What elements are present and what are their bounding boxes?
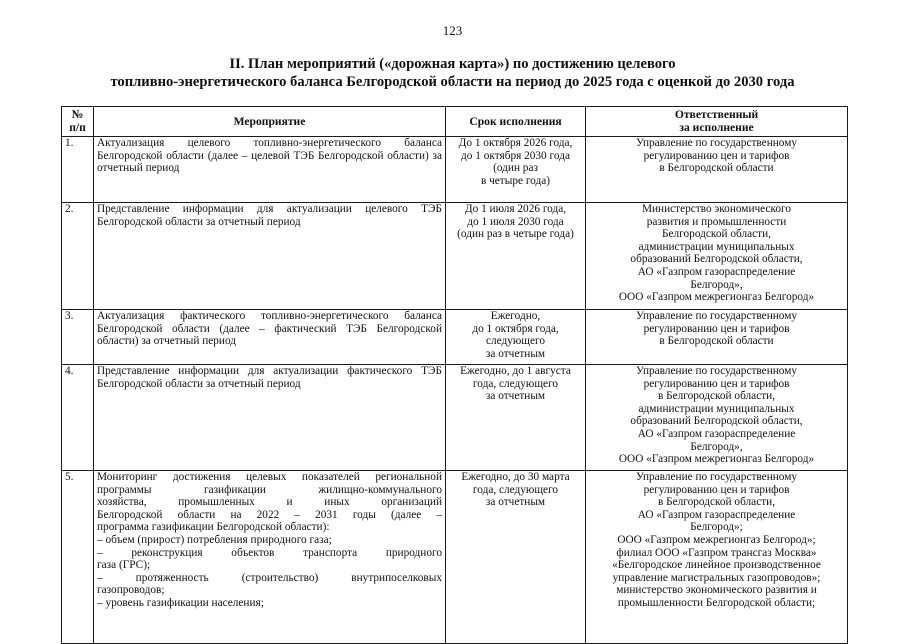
responsible-line: Белгородской области, (662, 228, 771, 241)
term-line: Ежегодно, до 1 августа (460, 365, 571, 377)
activity-line: хозяйства, промышленных и иных организаций (97, 496, 442, 509)
row-responsible (586, 471, 848, 644)
responsible-line: развития и промышленности (646, 215, 787, 228)
responsible-line: «Белгородское линейное производственное (612, 559, 821, 572)
responsible-line: в Белгородской области, (657, 496, 776, 509)
row-activity: Представление информации для актуализации целевого ТЭБ Белгородской области за отчетный период (94, 203, 446, 310)
responsible-line: в Белгородской области, (657, 390, 776, 403)
table-row (62, 137, 848, 203)
term-line: до 1 октября года, (472, 322, 559, 335)
activity-line: программа газификации Белгородской области): (97, 521, 330, 534)
term-line: Ежегодно, (490, 310, 541, 322)
responsible-line: Белгород», (690, 440, 743, 453)
row-responsible (586, 365, 848, 471)
responsible-line: ООО «Газпром межрегионгаз Белгород» (618, 291, 815, 304)
title-line-1: II. План мероприятий («дорожная карта») по достижению целевого (229, 56, 676, 72)
header-activity: Мероприятие (94, 107, 446, 137)
table-row (62, 365, 848, 471)
row-responsible (586, 203, 848, 310)
header-number (62, 107, 94, 137)
activity-line: – реконструкция объектов транспорта природного (97, 546, 442, 559)
table-row (62, 203, 848, 310)
term-line: года, следующего (472, 483, 559, 496)
row-term (446, 203, 586, 310)
responsible-line: Белгород»; (690, 521, 743, 534)
responsible-line: ООО «Газпром межрегионгаз Белгород»; (617, 533, 816, 546)
activity-line: программы газификации жилищно-коммунального (97, 483, 442, 496)
responsible-line: Управление по государственному (635, 365, 798, 377)
responsible-line: образований Белгородской области, (630, 415, 803, 428)
responsible-line: Управление по государственному (635, 310, 798, 322)
responsible-line: образований Белгородской области, (630, 253, 803, 266)
responsible-line: регулированию цен и тарифов (643, 322, 790, 335)
header-number-line-1: № (71, 108, 84, 122)
term-line: до 1 октября 2030 года (461, 149, 570, 162)
row-activity: Представление информации для актуализации фактического ТЭБ Белгородской области за отчетный период (94, 365, 446, 471)
responsible-line: министерство экономического развития и (616, 584, 817, 597)
title-line-2: топливно-энергетического баланса Белгородской области на период до 2025 года с оценкой до 2030 года (110, 74, 795, 90)
row-number: 1. (62, 137, 94, 203)
activity-line: газопроводов; (97, 584, 165, 597)
activity-line: газа (ГРС); (97, 559, 151, 572)
responsible-line: регулированию цен и тарифов (643, 377, 790, 390)
row-number: 3. (62, 310, 94, 365)
term-line: года, следующего (472, 377, 559, 390)
responsible-line: АО «Газпром газораспределение (637, 508, 796, 521)
responsible-line: АО «Газпром газораспределение (637, 265, 796, 278)
responsible-line: управление магистральных газопроводов»; (612, 571, 821, 584)
row-responsible (586, 310, 848, 365)
term-line: за отчетным (485, 347, 546, 360)
term-line: следующего (485, 335, 546, 348)
responsible-line: в Белгородской области (659, 335, 774, 348)
row-number: 2. (62, 203, 94, 310)
term-line: До 1 октября 2026 года, (458, 137, 573, 149)
document-title (0, 55, 905, 91)
row-activity (94, 471, 446, 644)
table-row (62, 471, 848, 644)
term-line: до 1 июля 2030 года (467, 215, 564, 228)
header-responsible-line-2: за исполнение (679, 121, 754, 134)
activity-line: – уровень газификации населения; (97, 596, 264, 609)
responsible-line: Министерство экономического (641, 203, 792, 215)
page-number: 123 (442, 23, 463, 38)
row-responsible (586, 137, 848, 203)
responsible-line: промышленности Белгородской области; (617, 596, 816, 609)
row-term (446, 137, 586, 203)
term-line: (один раз (493, 162, 538, 175)
header-term: Срок исполнения (446, 107, 586, 137)
row-activity: Актуализация целевого топливно-энергетического баланса Белгородской области (далее – целевой ТЭБ Белгородской области) за отчетный период (94, 137, 446, 203)
activity-line: Белгородской области на 2022 – 2031 годы (далее – (97, 508, 442, 521)
header-number-line-2: п/п (69, 121, 86, 134)
row-term (446, 471, 586, 644)
row-activity: Актуализация фактического топливно-энергетического баланса Белгородской области (далее – фактический ТЭБ Белгородской области) за отчетный период (94, 310, 446, 365)
responsible-line: в Белгородской области (659, 162, 774, 175)
header-responsible (586, 107, 848, 137)
responsible-line: регулированию цен и тарифов (643, 483, 790, 496)
term-line: До 1 июля 2026 года, (464, 203, 567, 215)
term-line: в четыре года) (480, 174, 551, 187)
term-line: Ежегодно, до 30 марта (461, 471, 570, 483)
row-number: 5. (62, 471, 94, 644)
responsible-line: Управление по государственному (635, 137, 798, 149)
table-header-row (62, 107, 848, 137)
responsible-line: Управление по государственному (635, 471, 798, 483)
header-responsible-line-1: Ответственный (674, 108, 759, 122)
responsible-line: АО «Газпром газораспределение (637, 427, 796, 440)
row-term (446, 365, 586, 471)
term-line: за отчетным (485, 496, 546, 509)
responsible-line: ООО «Газпром межрегионгаз Белгород» (618, 453, 815, 466)
table-row (62, 310, 848, 365)
responsible-line: Белгород», (690, 278, 743, 291)
row-number: 4. (62, 365, 94, 471)
row-term (446, 310, 586, 365)
roadmap-table (61, 106, 848, 644)
activity-line: – протяженность (строительство) внутрипоселковых (97, 571, 442, 584)
activity-line: Мониторинг достижения целевых показателей региональной (97, 471, 442, 483)
responsible-line: филиал ООО «Газпром трансгаз Москва» (616, 546, 817, 559)
responsible-line: администрации муниципальных (638, 402, 795, 415)
activity-line: – объем (прирост) потребления природного газа; (97, 533, 332, 546)
responsible-line: администрации муниципальных (638, 240, 795, 253)
term-line: (один раз в четыре года) (457, 228, 574, 241)
term-line: за отчетным (485, 390, 546, 403)
responsible-line: регулированию цен и тарифов (643, 149, 790, 162)
